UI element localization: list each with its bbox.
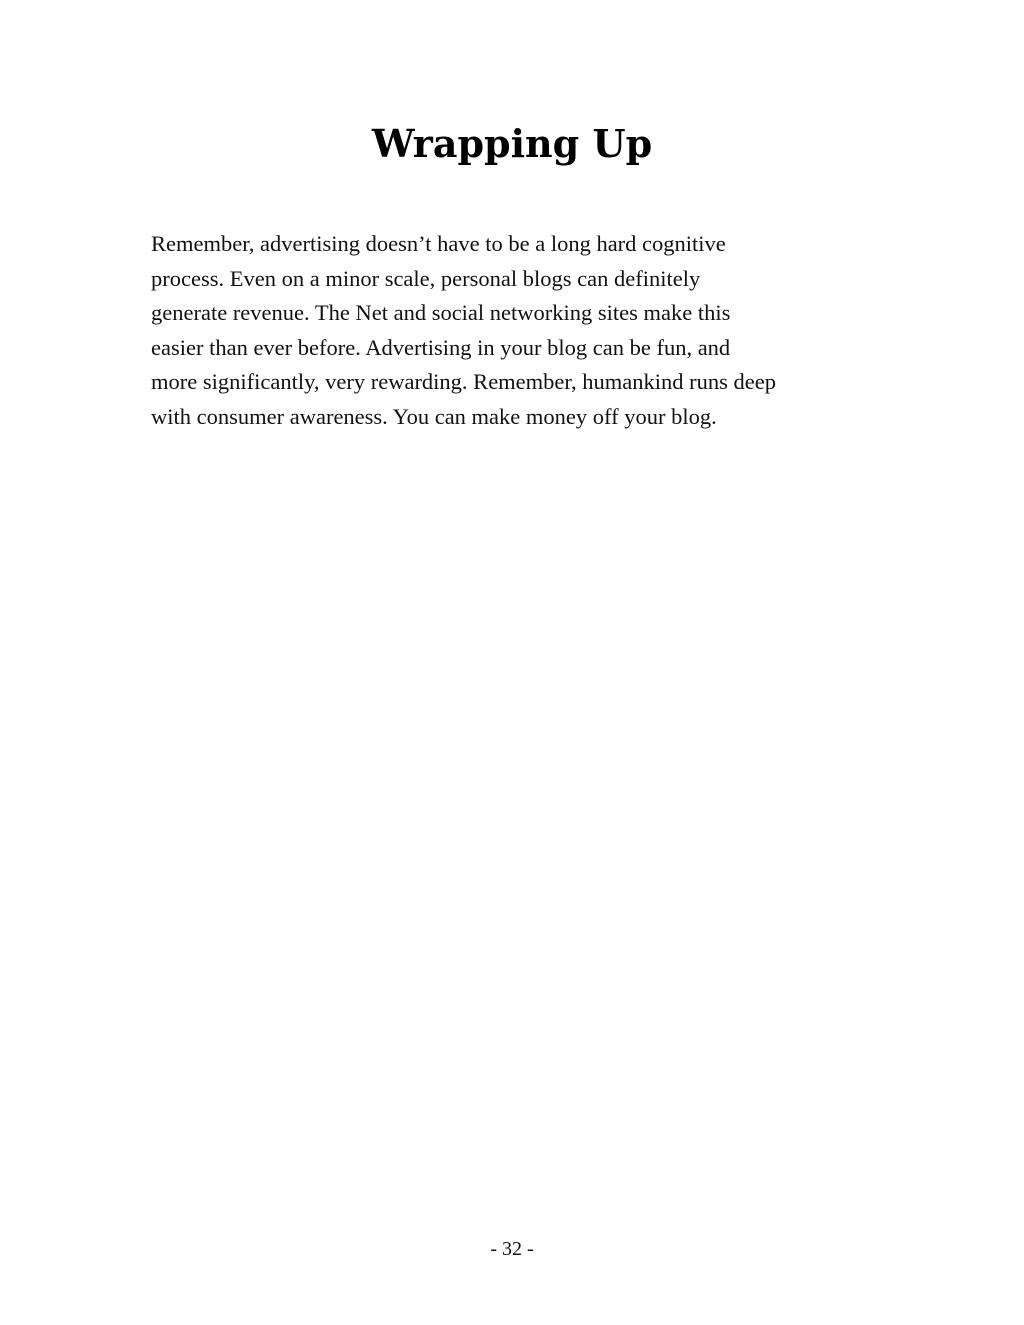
page-title: Wrapping Up <box>371 121 653 166</box>
paragraph-line: Remember, advertising doesn’t have to be a long hard cognitive <box>151 231 726 256</box>
page-number: - 32 - <box>490 1238 534 1260</box>
paragraph-line: with consumer awareness. You can make money off your blog. <box>151 403 717 429</box>
paragraph-line: generate revenue. The Net and social networking sites make this <box>151 300 731 326</box>
paragraph-line: easier than ever before. Advertising in your blog can be fun, and <box>151 334 731 360</box>
body-paragraph <box>151 227 881 435</box>
paragraph-line: more significantly, very rewarding. Remember, humankind runs deep <box>151 369 776 395</box>
paragraph-line: process. Even on a minor scale, personal blogs can definitely <box>151 265 701 291</box>
